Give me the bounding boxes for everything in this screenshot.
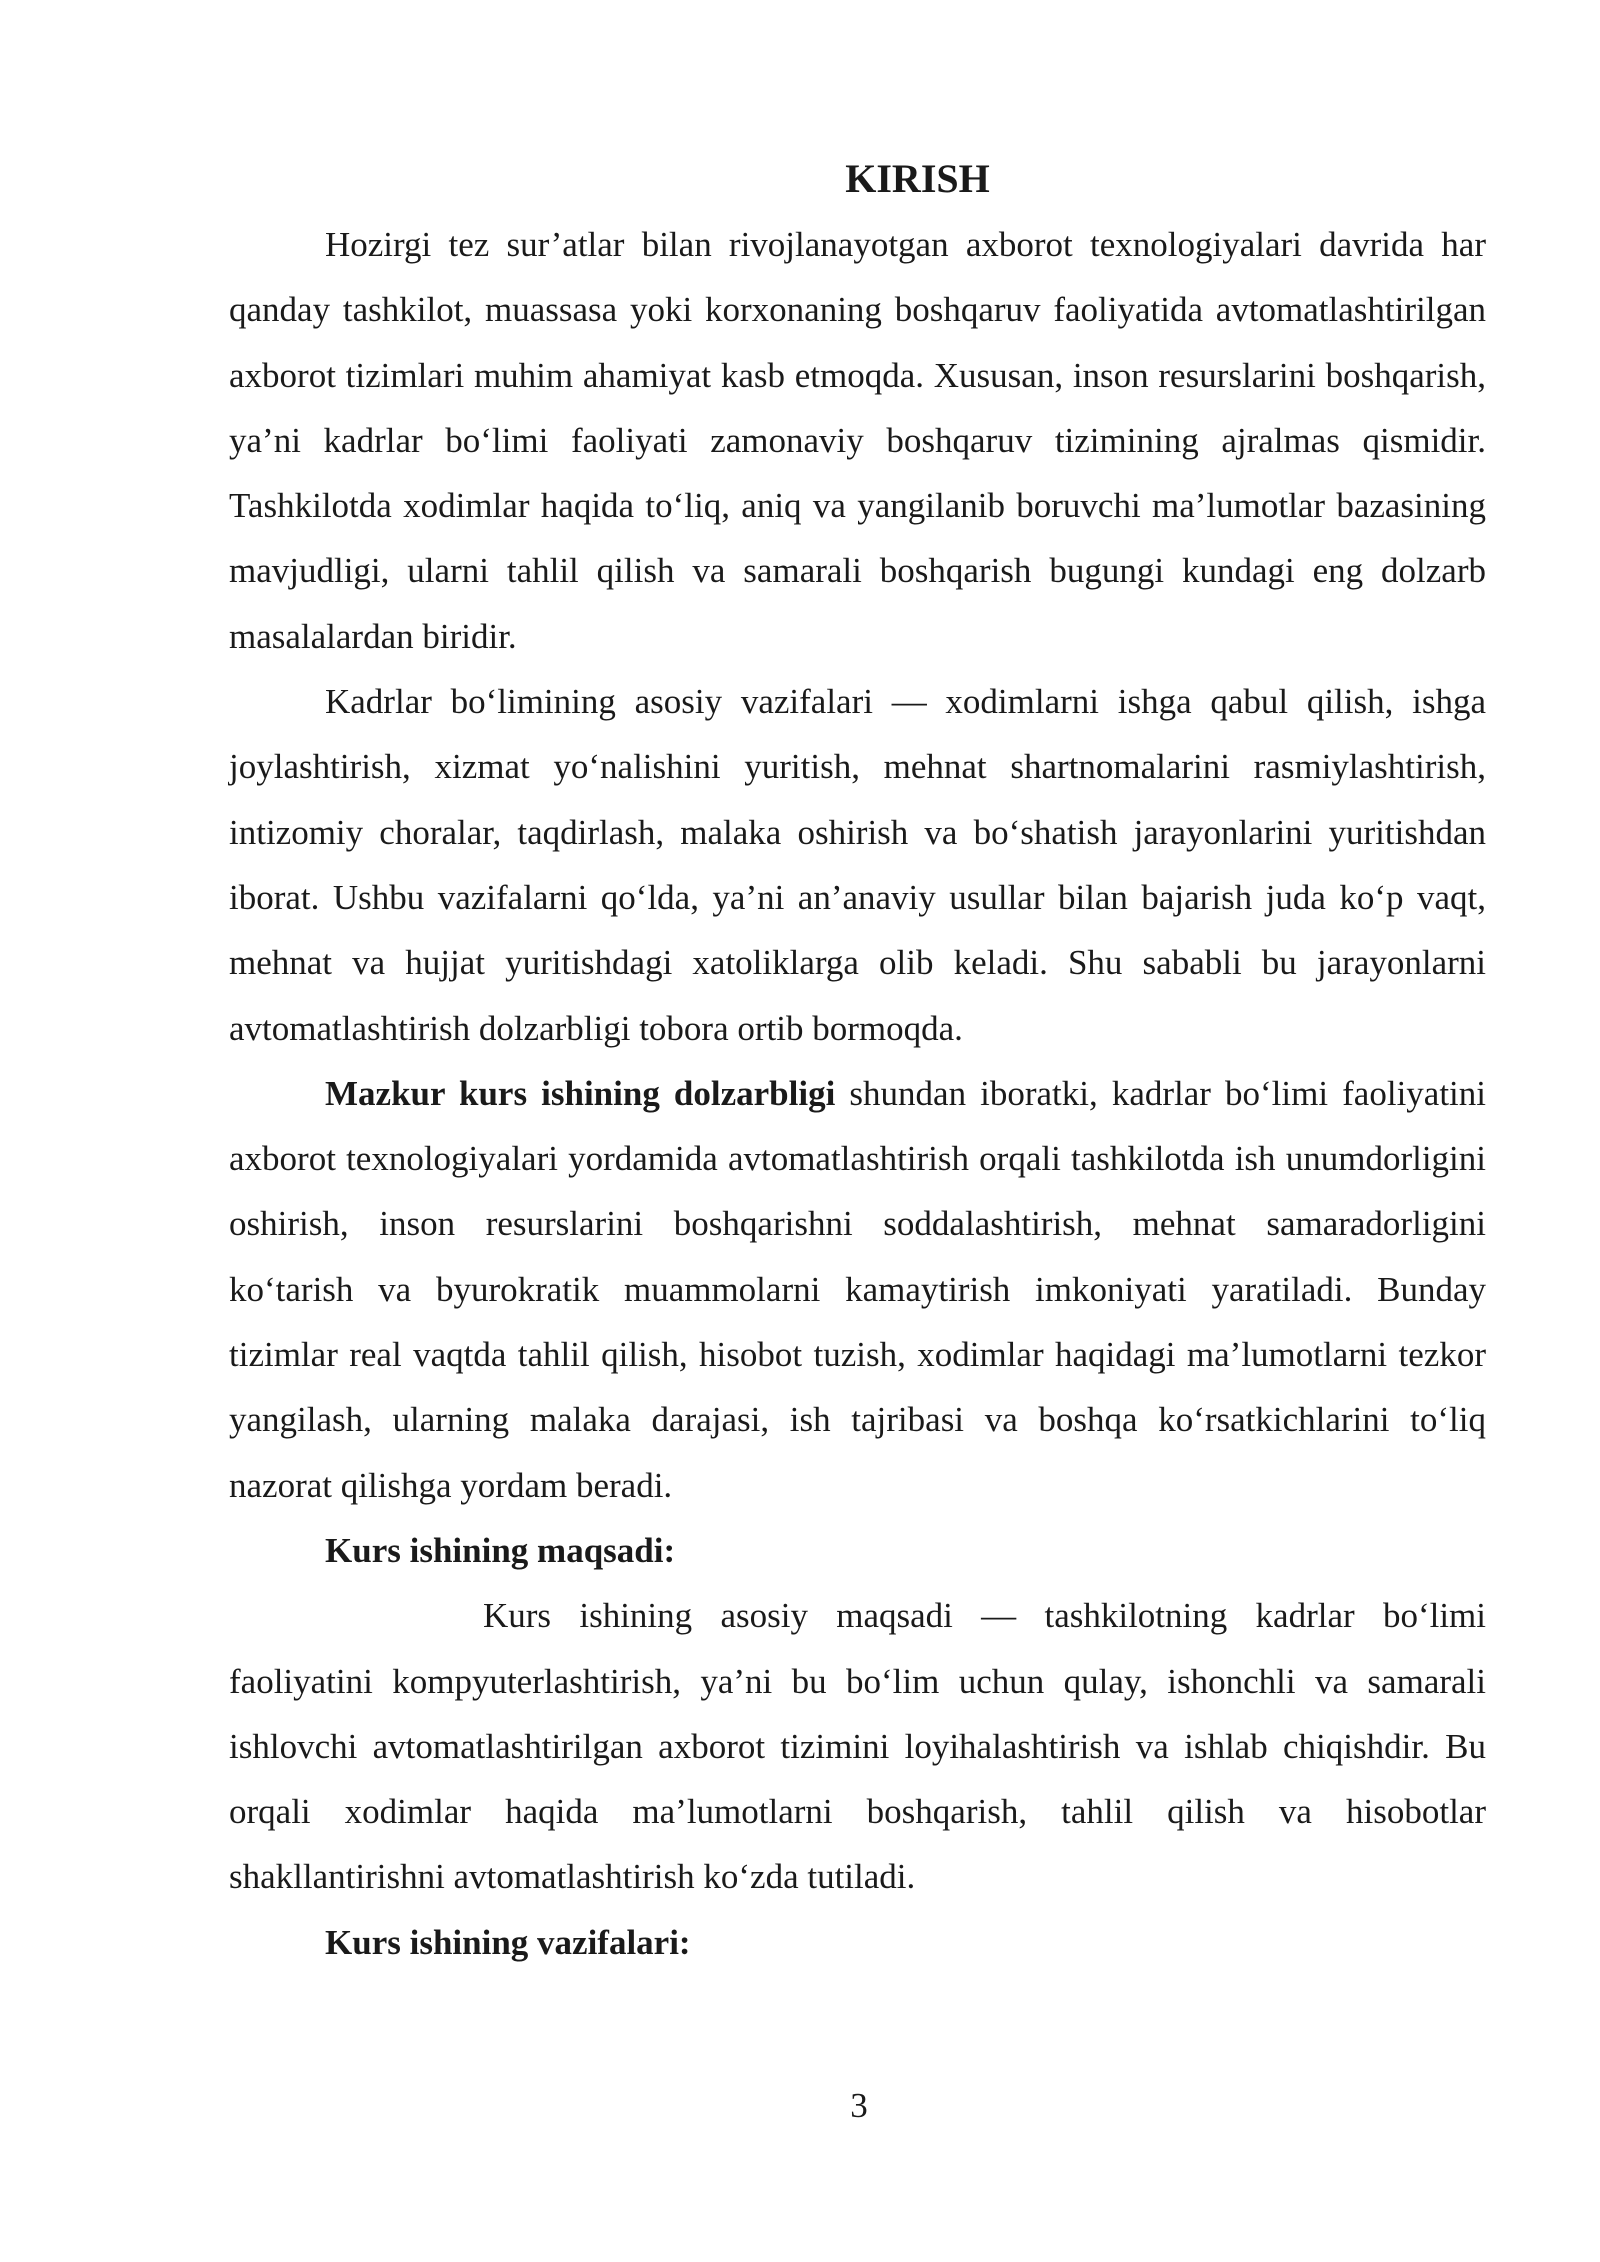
document-body xyxy=(229,146,1486,1975)
page-number: 3 xyxy=(850,2086,868,2125)
goal-heading: Kurs ishining maqsadi: xyxy=(325,1530,676,1570)
relevance-lead: Mazkur kurs ishining dolzarbligi xyxy=(325,1073,836,1113)
goal-paragraph: Kurs ishining asosiy maqsadi — tashkilotning kadrlar bo‘limi faoliyatini kompyuterlashtirish, ya’ni bu bo‘lim uchun qulay, ishonchli va samarali ishlovchi avtomatlashtirilgan axborot tizimini loyihalashtirish va ishlab chiqishdir. Bu orqali xodimlar haqida ma’lumotlarni boshqarish, tahlil qilish va hisobotlar shakllantirishni avtomatlashtirish ko‘zda tutiladi. xyxy=(229,1596,1486,1897)
tasks-heading: Kurs ishining vazifalari: xyxy=(325,1922,691,1962)
relevance-paragraph xyxy=(229,1061,1486,1518)
intro-paragraph-1: Hozirgi tez sur’atlar bilan rivojlanayotgan axborot texnologiyalari davrida har qanday tashkilot, muassasa yoki korxonaning boshqaruv faoliyatida avtomatlashtirilgan axborot tizimlari muhim ahamiyat kasb etmoqda. Xususan, inson resurslarini boshqarish, ya’ni kadrlar bo‘limi faoliyati zamonaviy boshqaruv tizimining ajralmas qismidir. Tashkilotda xodimlar haqida to‘liq, aniq va yangilanib boruvchi ma’lumotlar bazasining mavjudligi, ularni tahlil qilish va samarali boshqarish bugungi kundagi eng dolzarb masalalardan biridir. xyxy=(229,225,1486,656)
intro-paragraph-2: Kadrlar bo‘limining asosiy vazifalari — xodimlarni ishga qabul qilish, ishga joylashtirish, xizmat yo‘nalishini yuritish, mehnat shartnomalarini rasmiylashtirish, intizomiy choralar, taqdirlash, malaka oshirish va bo‘shatish jarayonlarini yuritishdan iborat. Ushbu vazifalarni qo‘lda, ya’ni an’anaviy usullar bilan bajarish juda ko‘p vaqt, mehnat va hujjat yuritishdagi xatoliklarga olib keladi. Shu sababli bu jarayonlarni avtomatlashtirish dolzarbligi tobora ortib bormoqda. xyxy=(229,682,1486,1048)
relevance-text: shundan iboratki, kadrlar bo‘limi faoliyatini axborot texnologiyalari yordamida avtomatlashtirish orqali tashkilotda ish unumdorligini oshirish, inson resurslarini boshqarishni soddalashtirish, mehnat samaradorligini ko‘tarish va byurokratik muammolarni kamaytirish imkoniyati yaratiladi. Bunday tizimlar real vaqtda tahlil qilish, hisobot tuzish, xodimlar haqidagi ma’lumotlarni tezkor yangilash, ularning malaka darajasi, ish tajribasi va boshqa ko‘rsatkichlarini to‘liq nazorat qilishga yordam beradi. xyxy=(229,1073,1486,1505)
page-title: KIRISH xyxy=(845,156,990,201)
